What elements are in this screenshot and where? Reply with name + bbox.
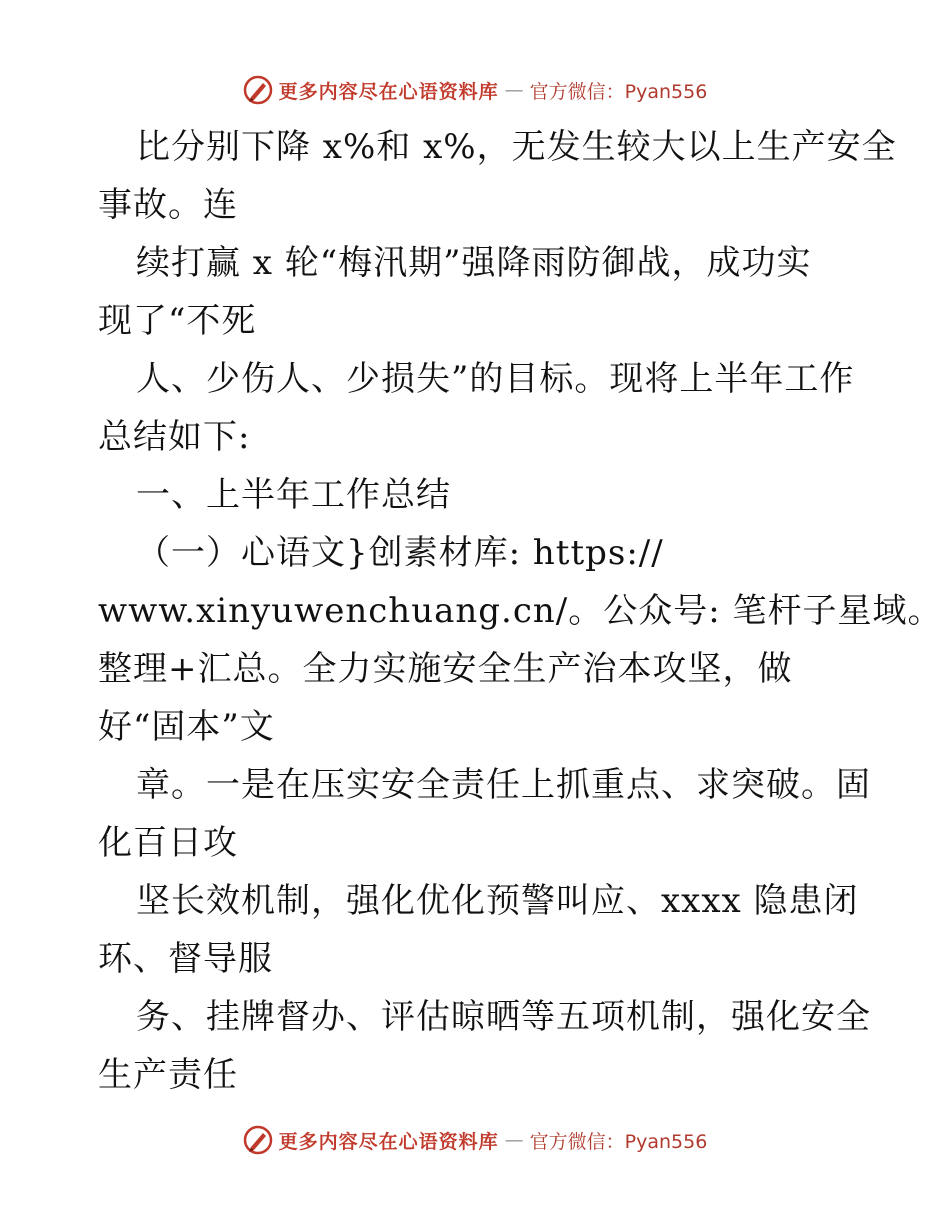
body-line: 化百日攻 xyxy=(98,823,238,863)
header-banner-contact: 官方微信：Pyan556 xyxy=(529,80,708,103)
footer-banner xyxy=(0,1120,950,1160)
body-line: 续打赢 x 轮“梅汛期”强降雨防御战，成功实 xyxy=(136,243,812,283)
body-line: 生产责任 xyxy=(98,1055,238,1095)
body-line: 好“固本”文 xyxy=(98,707,275,747)
section-heading: 一、上半年工作总结 xyxy=(136,475,451,515)
footer-banner-contact: 官方微信：Pyan556 xyxy=(529,1130,708,1153)
body-line: www.xinyuwenchuang.cn/。公众号: 笔杆子星域。 xyxy=(98,591,943,631)
pen-logo-icon xyxy=(243,75,273,105)
body-line: 章。一是在压实安全责任上抓重点、求突破。固 xyxy=(136,765,871,805)
body-line: 务、挂牌督办、评估晾晒等五项机制，强化安全 xyxy=(136,997,871,1037)
body-line: 整理+汇总。全力实施安全生产治本攻坚，做 xyxy=(98,649,793,689)
pen-logo-icon xyxy=(243,1125,273,1155)
body-line: 人、少伤人、少损失”的目标。现将上半年工作 xyxy=(136,359,855,399)
body-line: 总结如下: xyxy=(98,417,251,457)
body-line: 环、督导服 xyxy=(98,939,273,979)
footer-banner-dash: — xyxy=(504,1129,524,1151)
body-line: 事故。连 xyxy=(98,185,238,225)
header-banner-dash: — xyxy=(504,79,524,101)
body-line: 坚长效机制，强化优化预警叫应、xxxx 隐患闭 xyxy=(136,881,859,921)
header-banner-title: 更多内容尽在心语资料库 xyxy=(278,80,499,103)
document-body xyxy=(98,118,943,1104)
header-banner xyxy=(0,70,950,110)
subsection-heading: （一）心语文}创素材库: https:// xyxy=(136,533,664,573)
body-line: 比分别下降 x%和 x%，无发生较大以上生产安全 xyxy=(136,127,897,167)
body-line: 现了“不死 xyxy=(98,301,257,341)
footer-banner-title: 更多内容尽在心语资料库 xyxy=(278,1130,499,1153)
